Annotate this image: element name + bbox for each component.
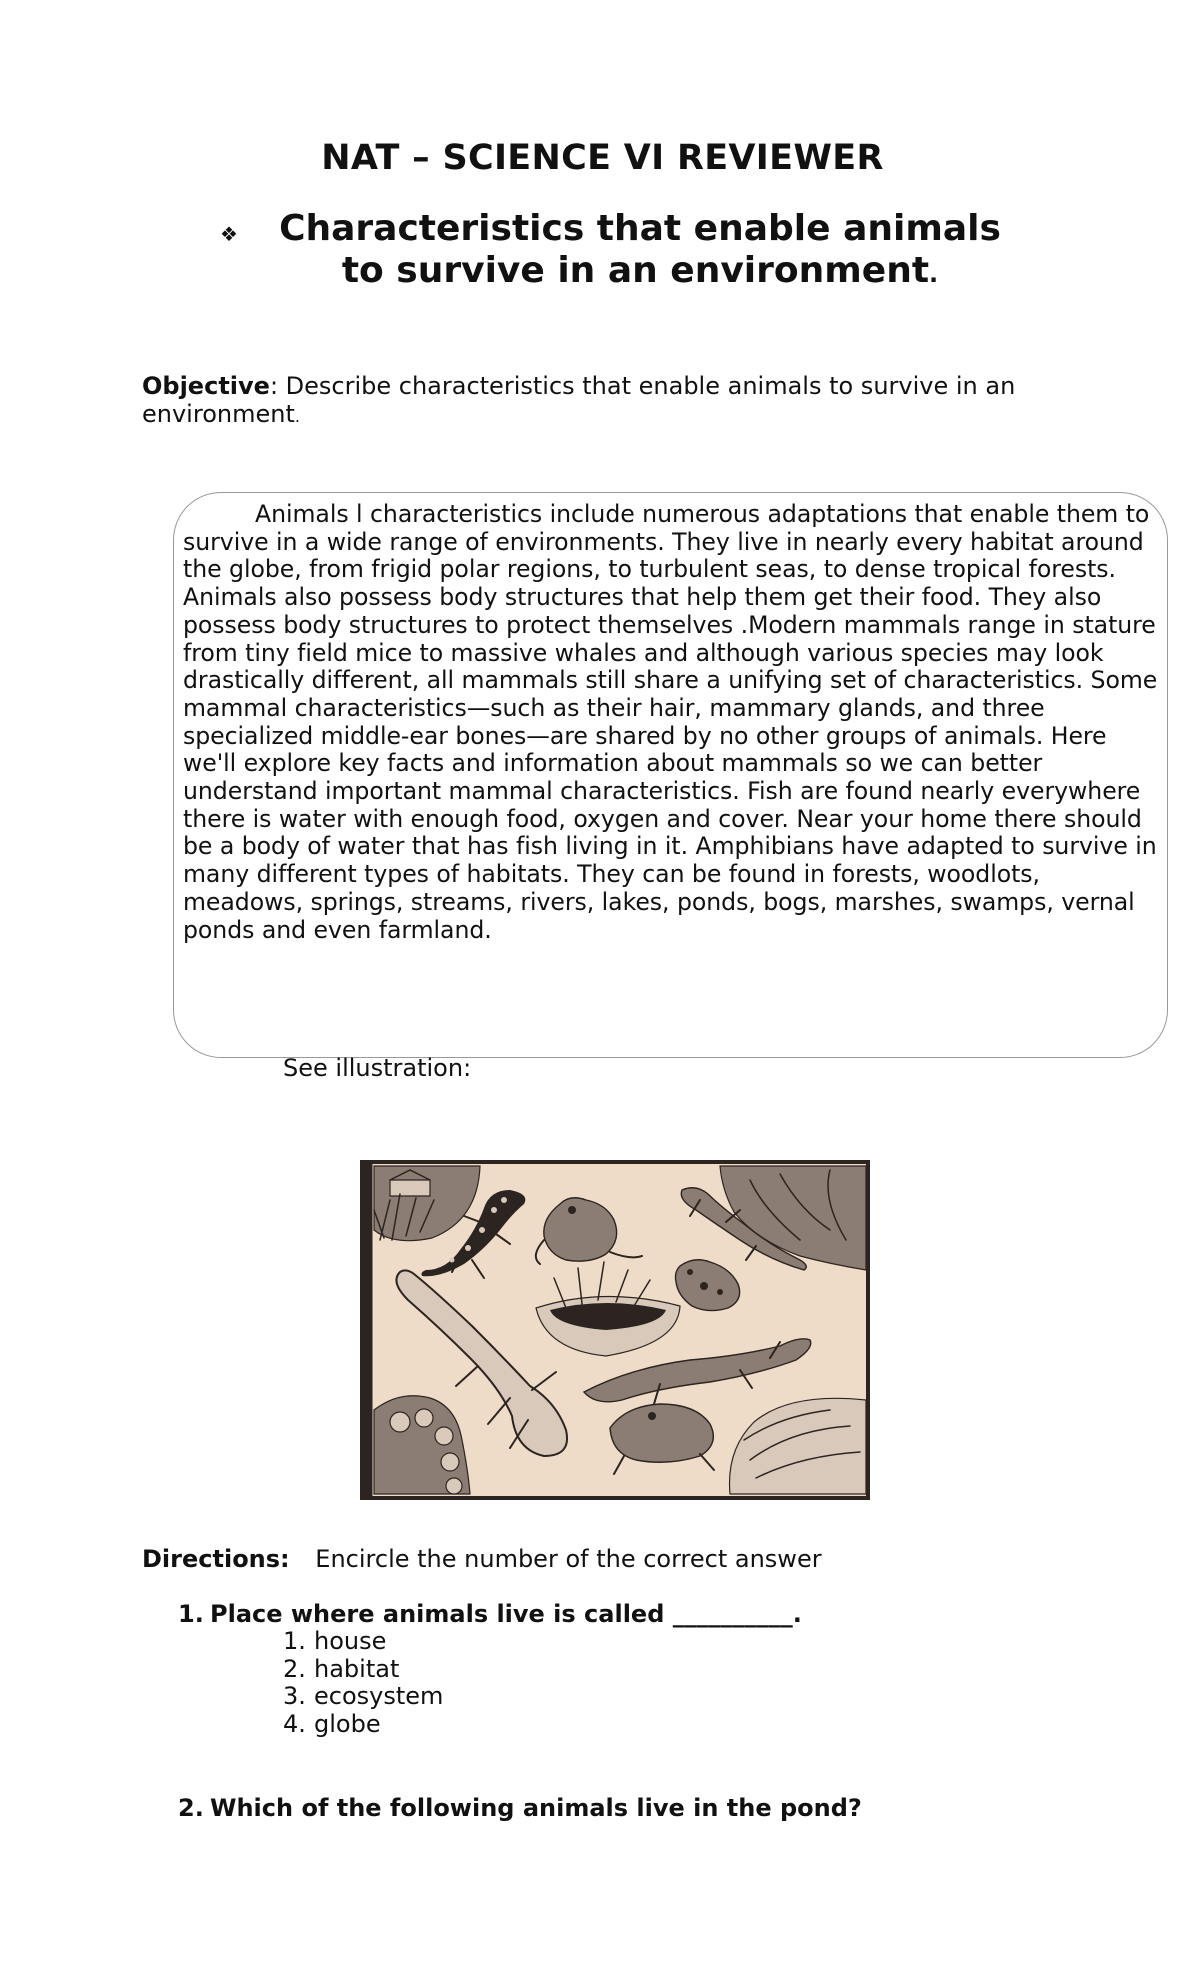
question-number: 2.: [178, 1794, 204, 1822]
section-heading-period: .: [929, 260, 939, 288]
option-text: habitat: [314, 1654, 400, 1683]
objective-label: Objective: [142, 372, 270, 400]
question-1-options: [283, 1628, 443, 1738]
section-heading-text: [255, 208, 1025, 295]
directions-text: Encircle the number of the correct answer: [315, 1545, 822, 1573]
option-text: house: [314, 1627, 387, 1655]
answer-option[interactable]: [283, 1683, 443, 1711]
objective-period: .: [294, 407, 300, 426]
directions: [142, 1545, 1042, 1573]
question-2: [178, 1794, 862, 1822]
diamond-bullet-icon: ❖: [220, 222, 238, 246]
option-number[interactable]: 4.: [283, 1709, 306, 1738]
question-1: [178, 1600, 802, 1628]
reading-passage: Animals l characteristics include numerous adaptations that enable them to survive in a wide range of environments. They live in nearly every habitat around the globe, from frigid polar regions, to turbulent seas, to dense tropical forests. Animals also possess body structures that help them get their food. They also possess body structures to protect themselves .Modern mammals range in stature from tiny field mice to massive whales and although various species may look drastically different, all mammals still share a unifying set of characteristics. Some mammal characteristics—such as their hair, mammary glands, and three specialized middle-ear bones—are shared by no other groups of animals. Here we'll explore key facts and information about mammals so we can better understand important mammal characteristics. Fish are found nearly everywhere there is water with enough food, oxygen and cover. Near your home there should be a body of water that has fish living in it. Amphibians have adapted to survive in many different types of habitats. They can be found in forests, woodlots, meadows, springs, streams, rivers, lakes, ponds, bogs, marshes, swamps, vernal ponds and even farmland.: [183, 500, 1158, 944]
see-illustration-label: See illustration:: [283, 1054, 472, 1082]
objective: [142, 372, 1042, 431]
page-title: NAT – SCIENCE VI REVIEWER: [321, 138, 884, 178]
directions-label: Directions:: [142, 1545, 290, 1573]
option-number[interactable]: 1.: [283, 1627, 306, 1655]
question-text: Place where animals live is called __________.: [210, 1600, 802, 1628]
amphibians-illustration: [360, 1160, 870, 1500]
section-heading: [220, 208, 1040, 295]
objective-text: : Describe characteristics that enable animals to survive in an environment: [142, 372, 1016, 428]
question-text: Which of the following animals live in the pond?: [210, 1794, 862, 1822]
option-number[interactable]: 3.: [283, 1682, 306, 1710]
illustration-left-border: [364, 1164, 372, 1496]
option-text: globe: [314, 1709, 381, 1738]
question-number: 1.: [178, 1600, 204, 1628]
answer-option[interactable]: [283, 1628, 443, 1656]
answer-option[interactable]: [283, 1711, 443, 1739]
option-text: ecosystem: [314, 1682, 444, 1710]
option-number[interactable]: 2.: [283, 1654, 306, 1683]
section-heading-label: Characteristics that enable animals to survive in an environment: [279, 208, 1001, 291]
answer-option[interactable]: [283, 1656, 443, 1684]
